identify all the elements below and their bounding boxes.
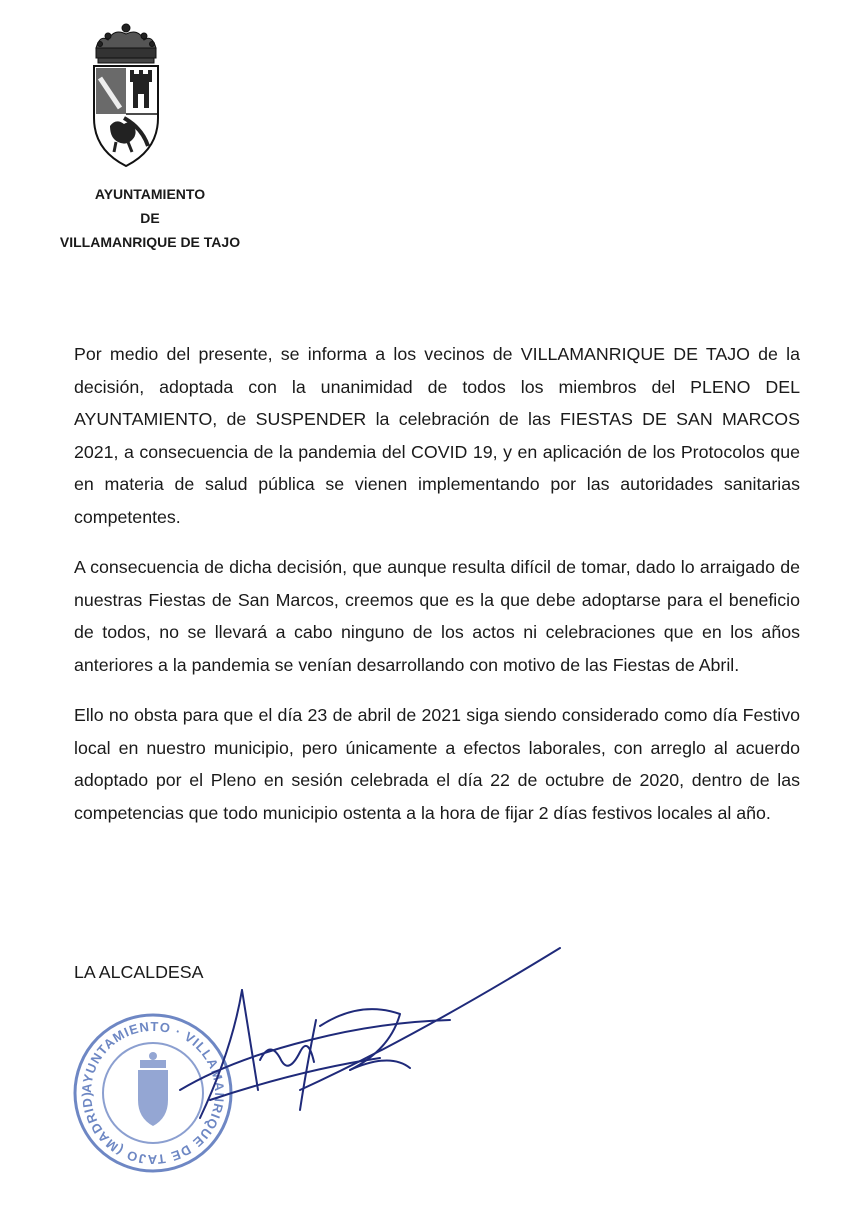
paragraph-2: A consecuencia de dicha decisión, que aunque resulta difícil de tomar, dado lo arraigado de nuestras Fiestas de San Marcos, creemos que es la que debe adoptarse para el beneficio de todos, no se llevará a cabo ninguno de los actos ni celebraciones que en los años anteriores a la pandemia se venían desarrollando con motivo de las Fiestas de Abril.: [74, 557, 800, 675]
signature-icon: [150, 940, 580, 1130]
header-line-3: VILLAMANRIQUE DE TAJO: [59, 234, 241, 250]
paragraph-3: Ello no obsta para que el día 23 de abril de 2021 siga siendo considerado como día Festivo local en nuestro municipio, pero únicamente a efectos laborales, con arreglo al acuerdo adoptado por el Pleno en sesión celebrada el día 22 de octubre de 2020, dentro de las competencias que todo municipio ostenta a la hora de fijar 2 días festivos locales al año.: [74, 705, 800, 823]
signer-title: LA ALCALDESA: [74, 962, 204, 982]
coat-of-arms-icon: [86, 22, 166, 172]
svg-text:AYUNTAMIENTO · VILLAMANRIQUE D: AYUNTAMIENTO · VILLAMANRIQUE DE TAJO (MADRID): [78, 1018, 228, 1168]
header-line-2: DE: [140, 210, 160, 226]
header-line-1: AYUNTAMIENTO: [94, 186, 206, 202]
municipality-header: [30, 182, 270, 254]
paragraph-1: Por medio del presente, se informa a los vecinos de VILLAMANRIQUE DE TAJO de la decisión, adoptada con la unanimidad de todos los miembros del PLENO DEL AYUNTAMIENTO, de SUSPENDER la celebración de las FIESTAS DE SAN MARCOS 2021, a consecuencia de la pandemia del COVID 19, y en aplicación de los Protocolos que en materia de salud pública se vienen implementando por las autoridades sanitarias competentes.: [74, 344, 800, 527]
notice-body: [74, 338, 800, 847]
